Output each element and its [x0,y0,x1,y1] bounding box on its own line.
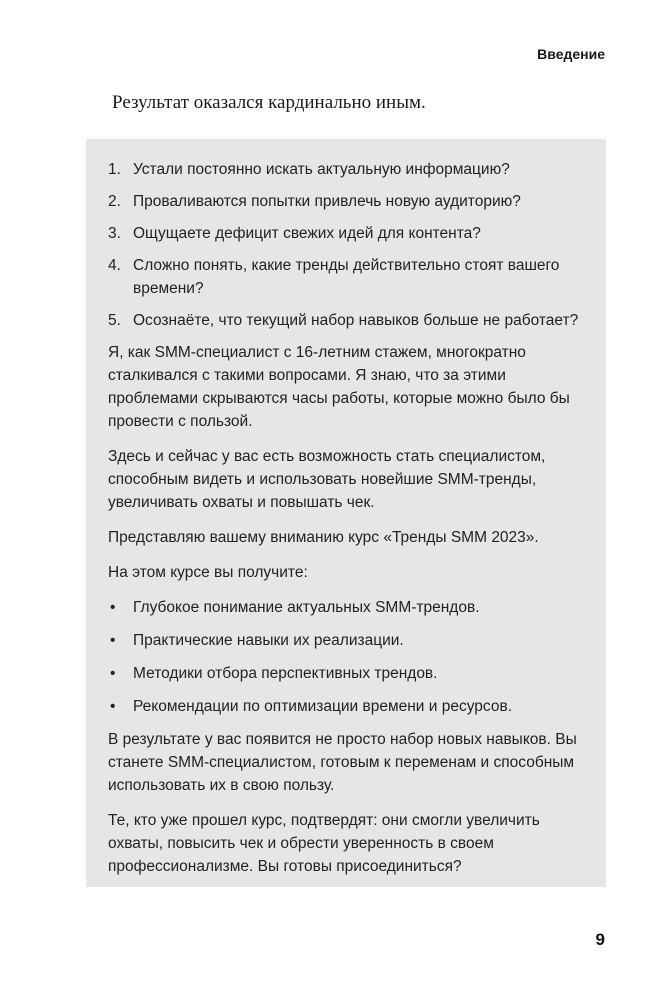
question-number: 1. [108,161,121,178]
benefit-text: Методики отбора перспективных трендов. [133,665,438,682]
question-number: 5. [108,312,121,329]
benefit-text: Глубокое понимание актуальных SMM-трендов. [133,599,480,616]
paragraph-opportunity: Здесь и сейчас у вас есть возможность стать специалистом, способным видеть и использовать новейшие SMM-тренды, увеличивать охваты и повышать чек. [108,448,546,511]
paragraph-experience: Я, как SMM-специалист с 16-летним стажем, многократно сталкивался с такими вопросами. Я знаю, что за этими проблемами скрываются часы работы, которые можно было бы провести с пользой. [108,344,570,430]
question-item [108,309,582,332]
benefit-item [108,629,582,652]
bullet-icon: • [110,599,116,616]
question-number: 2. [108,193,121,210]
question-text: Ощущаете дефицит свежих идей для контента? [133,225,481,242]
question-item [108,158,582,181]
paragraph-result: В результате у вас появится не просто набор новых навыков. Вы станете SMM-специалистом, готовым к переменам и способным использовать их в свою пользу. [108,731,577,794]
highlight-box [86,139,606,887]
questions-list [108,158,582,332]
bullet-icon: • [110,698,116,715]
question-text: Устали постоянно искать актуальную информацию? [133,161,510,178]
benefits-list [108,596,582,718]
paragraph-intro: На этом курсе вы получите: [108,564,308,581]
paragraph-course: Представляю вашему вниманию курс «Тренды SMM 2023». [108,529,539,546]
running-head: Введение [537,46,605,62]
benefit-item [108,695,582,718]
benefit-item [108,596,582,619]
question-text: Проваливаются попытки привлечь новую аудиторию? [133,193,521,210]
benefit-text: Практические навыки их реализации. [133,632,404,649]
question-item [108,222,582,245]
page-number: 9 [595,930,605,949]
question-number: 4. [108,257,121,274]
benefit-item [108,662,582,685]
bullet-icon: • [110,632,116,649]
question-item [108,190,582,213]
question-number: 3. [108,225,121,242]
benefit-text: Рекомендации по оптимизации времени и ресурсов. [133,698,513,715]
question-item [108,254,582,300]
paragraph-closing: Те, кто уже прошел курс, подтвердят: они смогли увеличить охваты, повысить чек и обрести уверенность в своем профессионализме. Вы готовы присоединиться? [108,812,540,875]
lead-sentence: Результат оказался кардинально иным. [112,92,426,113]
question-text: Осознаёте, что текущий набор навыков больше не работает? [133,312,579,329]
question-text: Сложно понять, какие тренды действительно стоят вашего времени? [133,257,560,297]
bullet-icon: • [110,665,116,682]
